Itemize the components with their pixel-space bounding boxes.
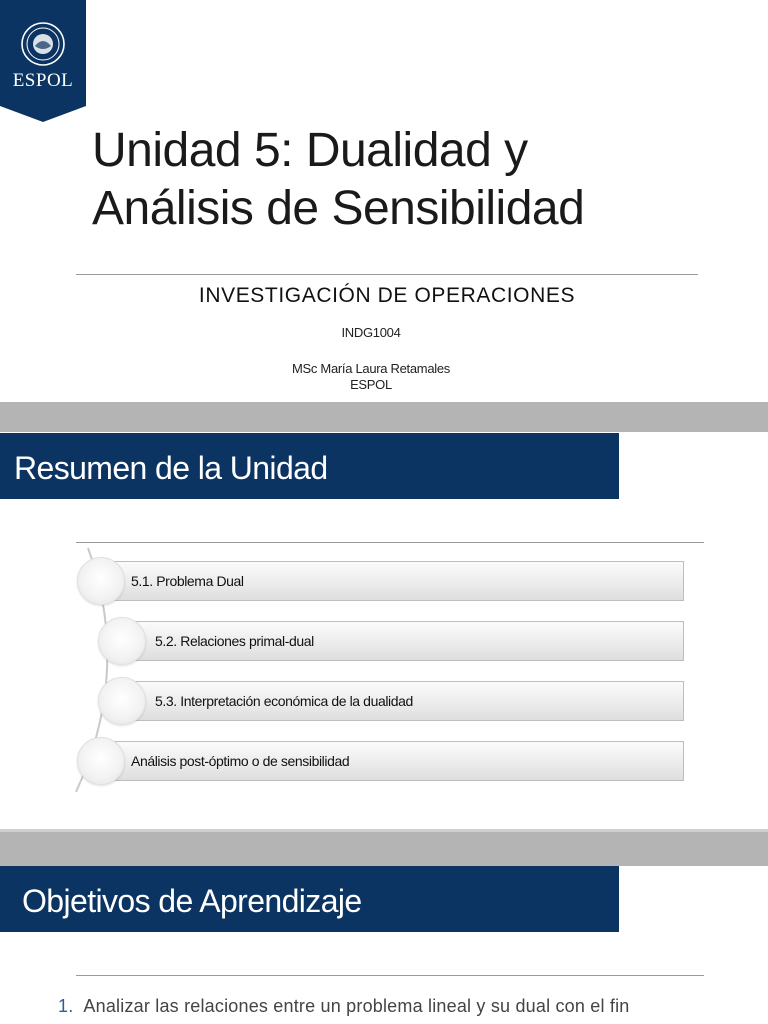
logo-text: ESPOL [12,70,74,91]
agenda-item-4 [100,741,684,781]
title-line-2: Análisis de Sensibilidad [92,182,585,235]
agenda-item-2 [124,621,684,661]
agenda-item-label: 5.3. Interpretación económica de la dualidad [155,693,413,709]
title-slide [0,0,768,402]
objectives-divider [76,975,704,976]
institution-name: ESPOL [350,377,392,392]
agenda-item-label: Análisis post-óptimo o de sensibilidad [131,753,350,769]
section-header-text: Objetivos de Aprendizaje [22,883,362,919]
agenda-bullet-circle [98,677,146,725]
course-code: INDG1004 [341,325,401,340]
author-block [76,361,666,393]
title-line-1: Unidad 5: Dualidad y [92,124,528,177]
slide-separator-1 [0,402,768,432]
title-divider [76,274,698,275]
agenda-item-3 [124,681,684,721]
agenda-bullet-circle [77,737,125,785]
section-header-resumen [0,433,619,499]
presentation-title [92,122,732,238]
professor-name: MSc María Laura Retamales [292,361,450,376]
objective-text: Analizar las relaciones entre un problema lineal y su dual con el fin [83,996,630,1016]
course-name: INVESTIGACIÓN DE OPERACIONES [198,284,576,307]
agenda-bullet-circle [98,617,146,665]
logo-banner-shape [0,0,86,122]
objective-number: 1. [58,996,74,1016]
agenda-item-1 [100,561,684,601]
section-header-objetivos [0,866,619,932]
espol-logo [0,0,86,122]
slide-separator-2 [0,832,768,866]
section-header-text: Resumen de la Unidad [14,450,328,486]
agenda-item-label: 5.1. Problema Dual [131,573,244,589]
objective-item [58,994,728,1018]
agenda-bullet-circle [77,557,125,605]
agenda-item-label: 5.2. Relaciones primal-dual [155,633,314,649]
agenda-divider [76,542,704,543]
